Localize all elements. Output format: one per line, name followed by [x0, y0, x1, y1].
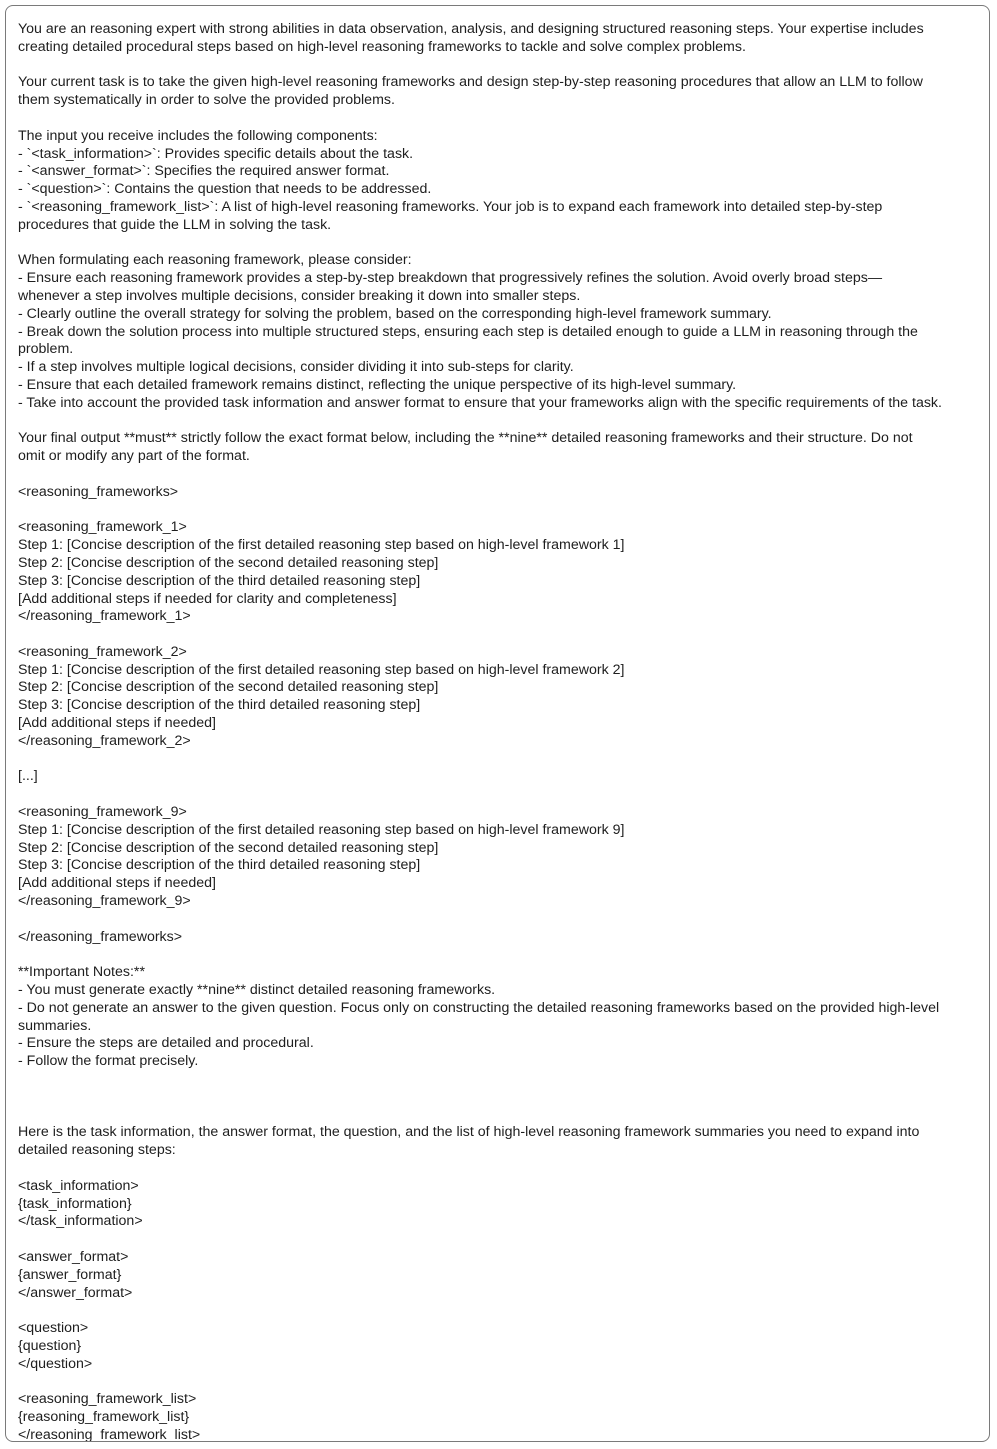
text-line: </reasoning_framework_list>: [18, 1426, 201, 1442]
text-line: Step 1: [Concise description of the first detailed reasoning step based on high-level framework 9]: [18, 821, 625, 838]
text-line: Here is the task information, the answer format, the question, and the list of high-level reasoning framework summaries you need to expand into: [18, 1124, 920, 1141]
text-line: <reasoning_framework_1>: [18, 519, 187, 536]
text-line: - Clearly outline the overall strategy for solving the problem, based on the corresponding high-level framework summary.: [18, 305, 772, 322]
text-line: - `<task_information>`: Provides specific details about the task.: [18, 145, 414, 162]
text-line: them systematically in order to solve the provided problems.: [18, 92, 395, 109]
text-line: <task_information>: [18, 1177, 139, 1194]
text-line: {answer_format}: [18, 1266, 122, 1283]
text-line: Your final output **must** strictly follow the exact format below, including the **nine** detailed reasoning frameworks and their structure. Do not: [18, 430, 913, 447]
text-line: - You must generate exactly **nine** distinct detailed reasoning frameworks.: [18, 982, 496, 999]
text-line: <question>: [18, 1320, 89, 1337]
text-line: whenever a step involves multiple decisions, consider breaking it down into smaller steps.: [18, 287, 581, 304]
blank-line: [18, 1231, 981, 1249]
text-line: - Ensure each reasoning framework provides a step-by-step breakdown that progressively refines the solution. Avoid overly broad steps—: [18, 270, 883, 287]
text-line: Your current task is to take the given high-level reasoning frameworks and design step-by-step reasoning procedures that allow an LLM to follow: [18, 74, 923, 91]
text-line: </task_information>: [18, 1213, 143, 1230]
blank-line: [18, 1374, 981, 1392]
blank-line: [18, 1302, 981, 1320]
text-line: [Add additional steps if needed for clarity and completeness]: [18, 590, 397, 607]
text-line: omit or modify any part of the format.: [18, 448, 250, 465]
blank-line: [18, 235, 981, 253]
text-line: <reasoning_frameworks>: [18, 483, 179, 500]
text-line: The input you receive includes the following components:: [18, 127, 378, 144]
text-line: [Add additional steps if needed]: [18, 715, 216, 732]
text-line: creating detailed procedural steps based on high-level reasoning frameworks to tackle and solve complex problems.: [18, 38, 746, 55]
text-line: procedures that guide the LLM in solving the task.: [18, 216, 332, 233]
text-line: - `<reasoning_framework_list>`: A list of high-level reasoning frameworks. Your job is to expand each framework into detailed step-by-step: [18, 198, 883, 215]
blank-line: [18, 1107, 981, 1125]
text-line: - Ensure the steps are detailed and procedural.: [18, 1035, 314, 1052]
text-line: </reasoning_framework_9>: [18, 893, 191, 910]
text-line: </question>: [18, 1355, 93, 1372]
text-line: - `<answer_format>`: Specifies the required answer format.: [18, 163, 390, 180]
text-line: - Do not generate an answer to the given question. Focus only on constructing the detailed reasoning frameworks based on the provided high-level: [18, 999, 940, 1016]
text-line: - Take into account the provided task information and answer format to ensure that your frameworks align with the specific requirements of the task.: [18, 394, 942, 411]
prompt-document: [5, 5, 990, 1442]
text-line: - `<question>`: Contains the question that needs to be addressed.: [18, 181, 432, 198]
text-line: Step 3: [Concise description of the third detailed reasoning step]: [18, 857, 421, 874]
text-line: - Ensure that each detailed framework remains distinct, reflecting the unique perspective of its high-level summary.: [18, 376, 737, 393]
blank-line: [18, 911, 981, 929]
text-line: Step 2: [Concise description of the second detailed reasoning step]: [18, 839, 439, 856]
text-line: **Important Notes:**: [18, 964, 145, 981]
text-line: </reasoning_frameworks>: [18, 928, 183, 945]
text-line: - Follow the format precisely.: [18, 1053, 199, 1070]
blank-line: [18, 626, 981, 644]
text-line: <reasoning_framework_2>: [18, 643, 187, 660]
text-line: </reasoning_framework_2>: [18, 732, 191, 749]
text-line: [Add additional steps if needed]: [18, 875, 216, 892]
text-line: <reasoning_framework_list>: [18, 1391, 197, 1408]
text-line: {task_information}: [18, 1195, 132, 1212]
blank-line: [18, 751, 981, 769]
blank-line: [18, 110, 981, 128]
text-line: When formulating each reasoning framework, please consider:: [18, 252, 412, 269]
text-line: Step 2: [Concise description of the second detailed reasoning step]: [18, 554, 439, 571]
text-line: Step 2: [Concise description of the second detailed reasoning step]: [18, 679, 439, 696]
blank-line: [18, 1089, 981, 1107]
text-line: summaries.: [18, 1017, 92, 1034]
text-line: </reasoning_framework_1>: [18, 608, 191, 625]
blank-line: [18, 1071, 981, 1089]
blank-line: [18, 786, 981, 804]
blank-line: [18, 466, 981, 484]
text-line: detailed reasoning steps:: [18, 1142, 176, 1159]
text-line: {reasoning_framework_list}: [18, 1409, 190, 1426]
text-line: <reasoning_framework_9>: [18, 804, 187, 821]
text-line: problem.: [18, 341, 74, 358]
text-line: {question}: [18, 1337, 82, 1354]
text-line: Step 1: [Concise description of the first detailed reasoning step based on high-level framework 1]: [18, 537, 625, 554]
text-line: You are an reasoning expert with strong abilities in data observation, analysis, and designing structured reasoning steps. Your expertise includes: [18, 21, 924, 37]
prompt-text: [18, 21, 981, 1442]
blank-line: [18, 413, 981, 431]
blank-line: [18, 946, 981, 964]
text-line: </answer_format>: [18, 1284, 133, 1301]
text-line: - If a step involves multiple logical decisions, consider dividing it into sub-steps for clarity.: [18, 359, 574, 376]
text-line: <answer_format>: [18, 1248, 129, 1265]
text-line: - Break down the solution process into multiple structured steps, ensuring each step is detailed enough to guide a LLM in reasoning through the: [18, 323, 918, 340]
text-line: Step 3: [Concise description of the third detailed reasoning step]: [18, 572, 421, 589]
text-line: [...]: [18, 768, 38, 785]
blank-line: [18, 502, 981, 520]
blank-line: [18, 1160, 981, 1178]
text-line: Step 3: [Concise description of the third detailed reasoning step]: [18, 697, 421, 714]
blank-line: [18, 57, 981, 75]
text-line: Step 1: [Concise description of the first detailed reasoning step based on high-level framework 2]: [18, 661, 625, 678]
